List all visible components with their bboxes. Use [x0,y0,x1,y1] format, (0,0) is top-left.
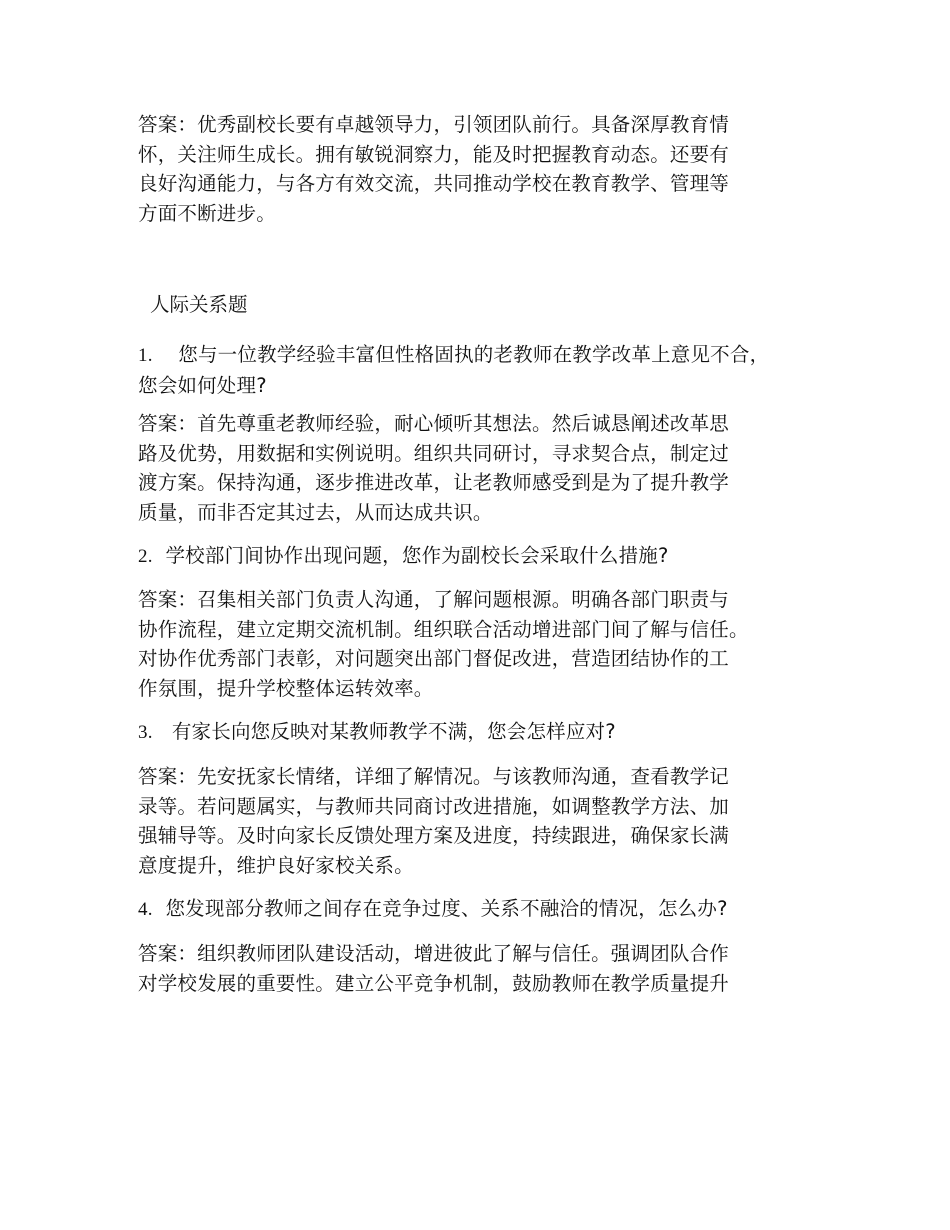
answer-line: 录等。若问题属实，与教师共同商讨改进措施，如调整教学方法、加 [138,794,730,818]
answer-line: 质量，而非否定其过去，从而达成共识。 [138,500,493,524]
answer-line: 意度提升，维护良好家校关系。 [138,853,414,877]
answer-line: 答案：组织教师团队建设活动，增进彼此了解与信任。强调团队合作 [138,942,730,965]
question-text: 您发现部分教师之间存在竞争过度、关系不融洽的情况，怎么办? [165,897,728,920]
question-number: 3. [138,722,153,743]
question-3 [138,717,616,748]
answer-line: 渡方案。保持沟通，逐步推进改革，让老教师感受到是为了提升教学 [138,471,730,494]
answer-line: 作氛围，提升学校整体运转效率。 [138,676,434,700]
answer-line: 协作流程，建立定期交流机制。组织联合活动增进部门间了解与信任。 [138,617,749,641]
answer-line: 良好沟通能力，与各方有效交流，共同推动学校在教育教学、管理等 [138,172,730,195]
answer-3 [138,762,729,880]
intro-answer [138,110,729,228]
answer-line: 答案：召集相关部门负责人沟通，了解问题根源。明确各部门职责与 [138,588,730,611]
answer-1 [138,409,729,527]
question-text: 有家长向您反映对某教师教学不满，您会怎样应对? [171,720,616,743]
answer-line: 对学校发展的重要性。建立公平竞争机制，鼓励教师在教学质量提升 [138,971,730,995]
question-number: 4. [138,899,153,920]
answer-line: 答案：先安抚家长情绪，详细了解情况。与该教师沟通，查看教学记 [138,765,730,788]
section-heading: 人际关系题 [150,293,248,316]
question-text: 您会如何处理? [138,373,267,397]
question-1 [138,340,769,400]
answer-4 [138,939,729,998]
answer-line: 强辅导等。及时向家长反馈处理方案及进度，持续跟进，确保家长满 [138,824,730,847]
answer-line: 答案：优秀副校长要有卓越领导力，引领团队前行。具备深厚教育情 [138,113,730,136]
question-number: 2. [138,546,153,567]
question-text: 学校部门间协作出现问题，您作为副校长会采取什么措施? [165,544,669,567]
answer-line: 答案：首先尊重老教师经验，耐心倾听其想法。然后诚恳阐述改革思 [138,412,730,435]
answer-line: 对协作优秀部门表彰，对问题突出部门督促改进，营造团结协作的工 [138,647,730,670]
question-4 [138,894,728,925]
question-2 [138,541,669,572]
answer-line: 方面不断进步。 [138,201,276,225]
answer-2 [138,585,749,703]
question-text: 您与一位教学经验丰富但性格固执的老教师在教学改革上意见不合， [178,343,770,366]
answer-line: 路及优势，用数据和实例说明。组织共同研讨，寻求契合点，制定过 [138,441,730,465]
question-number: 1. [138,345,153,366]
answer-line: 怀，关注师生成长。拥有敏锐洞察力，能及时把握教育动态。还要有 [138,142,730,166]
